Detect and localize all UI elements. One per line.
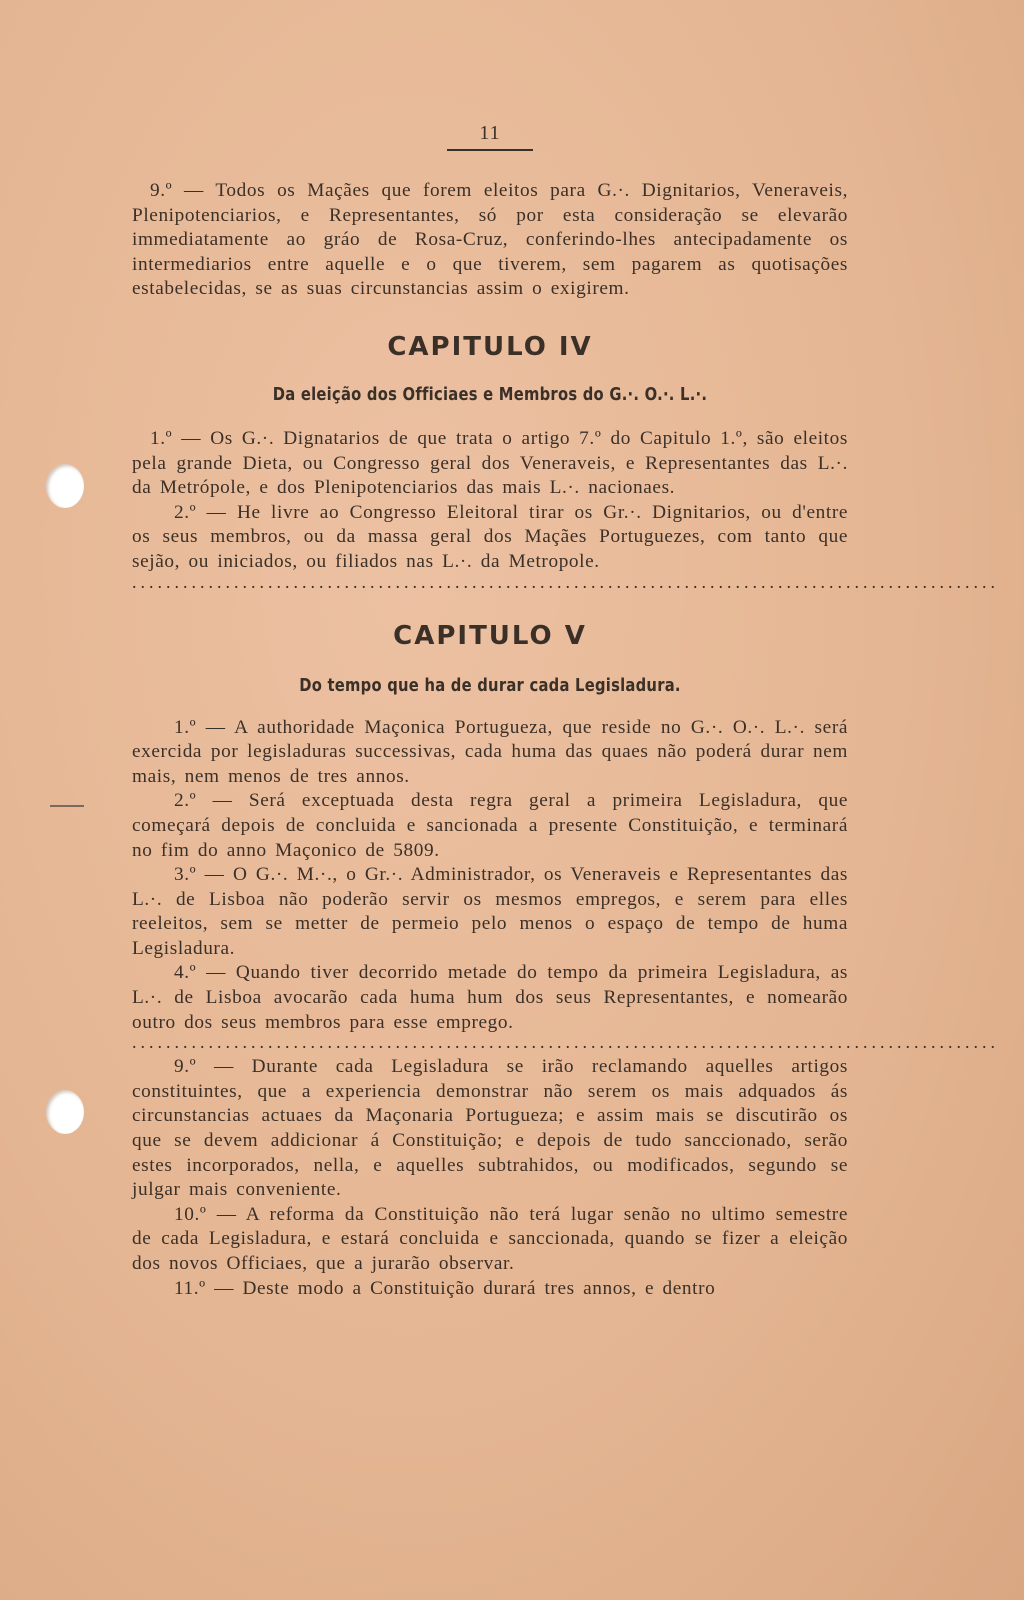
paragraph-chapter3-9: 9.º — Todos os Maçães que forem eleitos para G.·. Dignitarios, Veneraveis, Plenipotenciarios, e Representantes, só por esta consideração se elevarão immediatamente ao gráo de Rosa-Cruz, conferindo-lhes antecipadamente os intermediarios entre aquelle e o que tiverem, sem pagarem as quotisações estabelecidas, se as suas circunstancias assim o exigirem. (132, 180, 848, 300)
chapter5-paragraph-1: 1.º — A authoridade Maçonica Portugueza, que reside no G.·. O.·. L.·. será exercida por legisladuras successivas, cada huma das quaes não poderá durar nem mais, nem menos de tres annos. (132, 716, 848, 787)
chapter4-subtitle: Da eleição dos Officiaes e Membros do G.·. O.·. L.·. (272, 383, 708, 405)
chapter4-paragraph-1: 1.º — Os G.·. Dignatarios de que trata o artigo 7.º do Capitulo 1.º, são eleitos pela grande Dieta, ou Congresso geral dos Veneraveis, e Representantes das L.·. da Metrópole, e dos Plenipotenciarios das mais L.·. nacionaes. (132, 427, 848, 499)
chapter5-subtitle: Do tempo que ha de durar cada Legisladura. (299, 674, 681, 696)
margin-mark (50, 805, 84, 807)
chapter5-paragraph-4: 4.º — Quando tiver decorrido metade do tempo da primeira Legisladura, as L.·. de Lisboa avocarão cada huma hum dos seus Representantes, e nomearão outro dos seus membros para esse emprego. (132, 962, 848, 1033)
chapter5-paragraph-9: 9.º — Durante cada Legisladura se irão reclamando aquelles artigos constituintes, que a experiencia demonstrar não serem os mais adquados ás circunstancias actuaes da Maçonaria Portugueza; e assim mais se discutirão os que se devem addicionar á Constituição; e depois de tudo sanccionado, serão estes incorporados, nella, e aquelles subtrahidos, ou modificados, segundo se julgar mais conveniente. (132, 1056, 848, 1201)
chapter5-paragraph-11: 11.º — Deste modo a Constituição durará tres annos, e dentro (174, 1277, 716, 1299)
chapter5-paragraph-2: 2.º — Será exceptuada desta regra geral a primeira Legisladura, que começará depois de concluida e sancionada a presente Constituição, e terminará no fim do anno Maçonico de 5809. (132, 790, 848, 861)
chapter5-paragraph-10: 10.º — A reforma da Constituição não terá lugar senão no ultimo semestre de cada Legisladura, e estará concluida e sanccionada, quando se fizer a eleição dos novos Officiaes, que a jurarão observar. (132, 1203, 848, 1274)
chapter4-title: CAPITULO IV (387, 331, 593, 362)
punch-hole-top (46, 464, 84, 508)
chapter5-paragraph-3: 3.º — O G.·. M.·., o Gr.·. Administrador, os Veneraveis e Representantes das L.·. de Lisboa não poderão servir os mesmos empregos, e serem para elles reeleitos, sem se metter de permeio pelo menos o espaço de tempo de huma Legisladura. (132, 864, 848, 959)
chapter5-title: CAPITULO V (393, 620, 587, 651)
punch-hole-bottom (46, 1090, 84, 1134)
chapter5-ellipsis: ...................................................................................................... (132, 1032, 999, 1053)
chapter4-paragraph-2: 2.º — He livre ao Congresso Eleitoral tirar os Gr.·. Dignitarios, ou d'entre os seus membros, ou da massa geral dos Maçães Portuguezes, com tanto que sejão, ou iniciados, ou filiados nas L.·. da Metropole. (132, 501, 848, 572)
chapter4-ellipsis: ...................................................................................................... (132, 571, 999, 592)
page-number: 11 (479, 122, 501, 144)
page-number-rule (447, 149, 533, 151)
document-page (132, 122, 999, 1301)
